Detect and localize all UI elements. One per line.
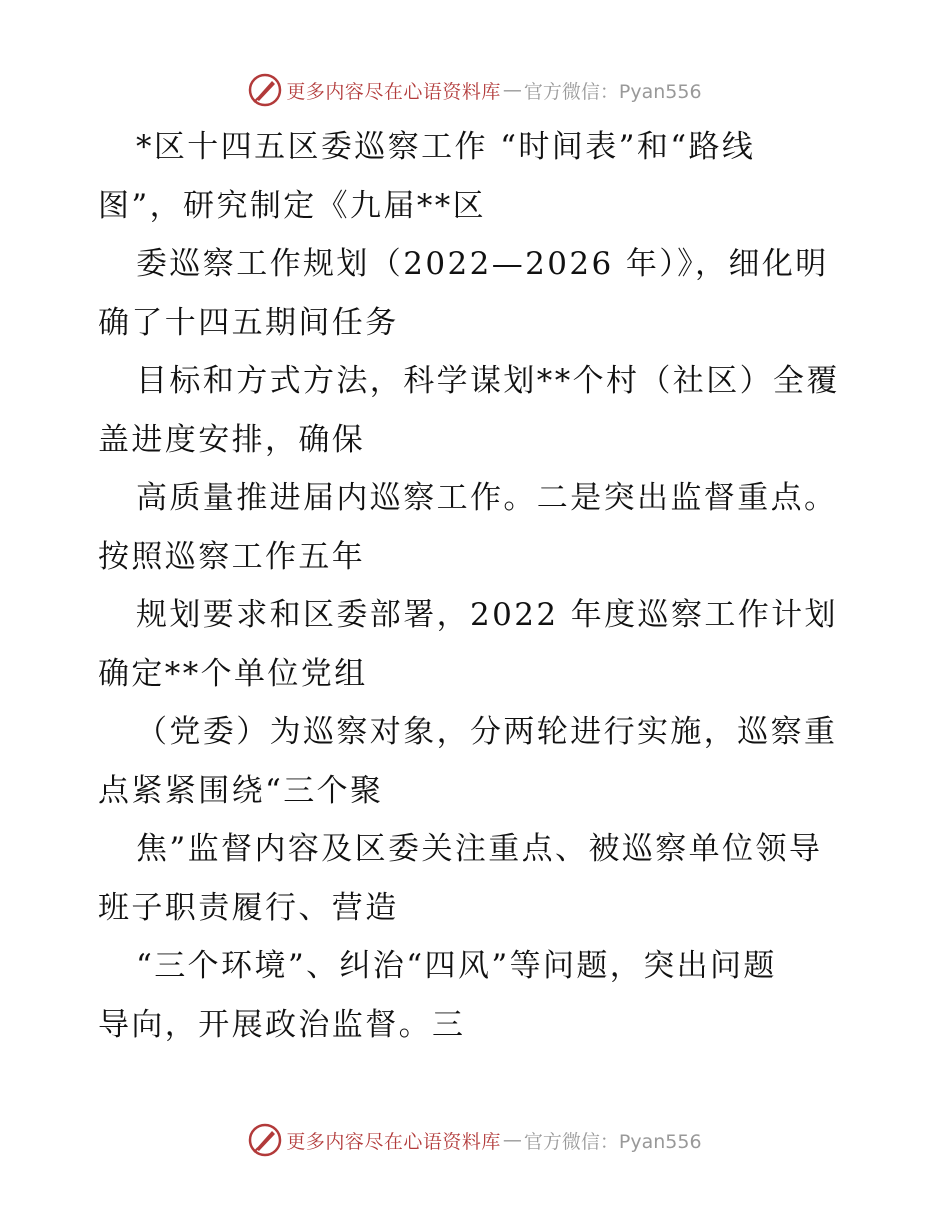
text-line: 班子职责履行、营造 [98,889,399,926]
text-line: 导向，开展政治监督。三 [98,1006,466,1043]
text-line: 按照巡察工作五年 [98,538,366,575]
text-line: 目标和方式方法，科学谋划**个村（社区）全覆 [136,363,840,399]
watermark-separator: — [502,79,522,101]
watermark-brand: 更多内容尽在心语资料库 [286,80,501,103]
text-line: 图”，研究制定《九届**区 [98,187,487,224]
text-line: 委巡察工作规划（2022—2026 年）》，细化明 [136,246,829,282]
text-line: “三个环境”、纠治“四风”等问题，突出问题 [136,948,777,984]
quill-logo-icon [248,73,282,107]
document-body [98,118,858,1054]
watermark-brand: 更多内容尽在心语资料库 [286,1130,501,1153]
header-watermark [0,70,950,110]
text-line: （党委）为巡察对象，分两轮进行实施，巡察重 [136,714,838,750]
text-line: 确了十四五期间任务 [98,304,399,341]
text-line: 点紧紧围绕“三个聚 [98,772,384,809]
text-line: 规划要求和区委部署，2022 年度巡察工作计划 [136,597,838,633]
text-line: 焦”监督内容及区委关注重点、被巡察单位领导 [136,831,823,867]
text-line: 确定**个单位党组 [98,655,368,692]
watermark-contact: 官方微信：Pyan556 [523,80,702,103]
watermark-contact: 官方微信：Pyan556 [523,1130,702,1153]
quill-logo-icon [248,1123,282,1157]
text-line: 高质量推进届内巡察工作。二是突出监督重点。 [136,480,838,516]
text-line: 盖进度安排，确保 [98,421,366,458]
watermark-separator: — [502,1129,522,1151]
text-line: *区十四五区委巡察工作 “时间表”和“路线 [136,129,756,165]
footer-watermark [0,1120,950,1160]
